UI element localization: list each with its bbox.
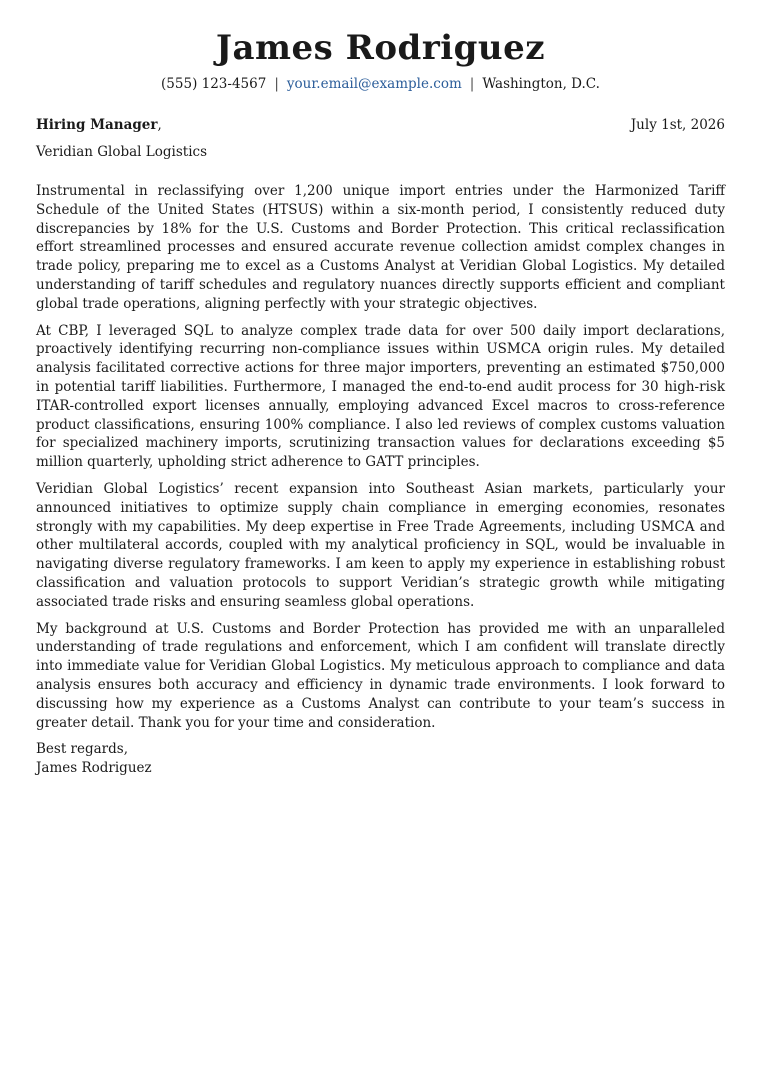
salutation-punct: , [157, 117, 162, 133]
contact-line [36, 74, 725, 94]
body-paragraph: Instrumental in reclassifying over 1,200 unique import entries under the Harmonized Tariff Schedule of the United States (HTSUS) within a six-month period, I consistently reduced duty discrepancies by 18% for the U.S. Customs and Border Protection. This critical reclassification effort streamlined processes and ensured accurate revenue collection amidst complex changes in trade policy, preparing me to excel as a Customs Analyst at Veridian Global Logistics. My detailed understanding of tariff schedules and regulatory nuances directly supports efficient and compliant global trade operations, aligning perfectly with your strategic objectives. [36, 183, 725, 312]
applicant-name: James Rodriguez [215, 28, 546, 68]
salutation [36, 116, 162, 134]
recipient-name: Hiring Manager [36, 117, 158, 133]
location: Washington, D.C. [482, 76, 600, 92]
body-paragraph: Veridian Global Logistics’ recent expansion into Southeast Asian markets, particularly your announced initiatives to optimize supply chain compliance in emerging economies, resonates strongly with my capabilities. My deep expertise in Free Trade Agreements, including USMCA and other multilateral accords, coupled with my analytical proficiency in SQL, would be invaluable in navigating diverse regulatory frameworks. I am keen to apply my experience in establishing robust classification and valuation protocols to support Veridian’s strategic growth while mitigating associated trade risks and ensuring seamless global operations. [36, 480, 725, 610]
body-paragraph: At CBP, I leveraged SQL to analyze complex trade data for over 500 daily import declarations, proactively identifying recurring non-compliance issues within USMCA origin rules. My detailed analysis facilitated corrective actions for three major importers, preventing an estimated $750,000 in potential tariff liabilities. Furthermore, I managed the end-to-end audit process for 30 high-risk ITAR-controlled export licenses annually, employing advanced Excel macros to cross-reference product classifications, ensuring 100% compliance. I also led reviews of complex customs valuation for specialized machinery imports, scrutinizing transaction values for declarations exceeding $5 million quarterly, upholding strict adherence to GATT principles. [36, 322, 725, 471]
letter-date: July 1st, 2026 [630, 117, 725, 133]
closing-block [36, 740, 725, 778]
cover-letter-page [36, 26, 725, 778]
separator: | [274, 76, 279, 92]
sign-off: Best regards, [36, 741, 129, 758]
signature-name: James Rodriguez [36, 760, 152, 777]
separator: | [469, 76, 475, 92]
company-name: Veridian Global Logistics [36, 144, 208, 160]
email-link[interactable]: your.email@example.com [286, 76, 462, 92]
letter-body [36, 182, 725, 732]
recipient-row [36, 116, 725, 134]
body-paragraph: My background at U.S. Customs and Border Protection has provided me with an unparalleled understanding of trade regulations and enforcement, which I am confident will translate directly into immediate value for Veridian Global Logistics. My meticulous approach to compliance and data analysis ensures both accuracy and efficiency in dynamic trade environments. I look forward to discussing how my experience as a Customs Analyst can contribute to your team’s success in greater detail. Thank you for your time and consideration. [36, 620, 725, 731]
phone-number: (555) 123-4567 [161, 76, 267, 92]
